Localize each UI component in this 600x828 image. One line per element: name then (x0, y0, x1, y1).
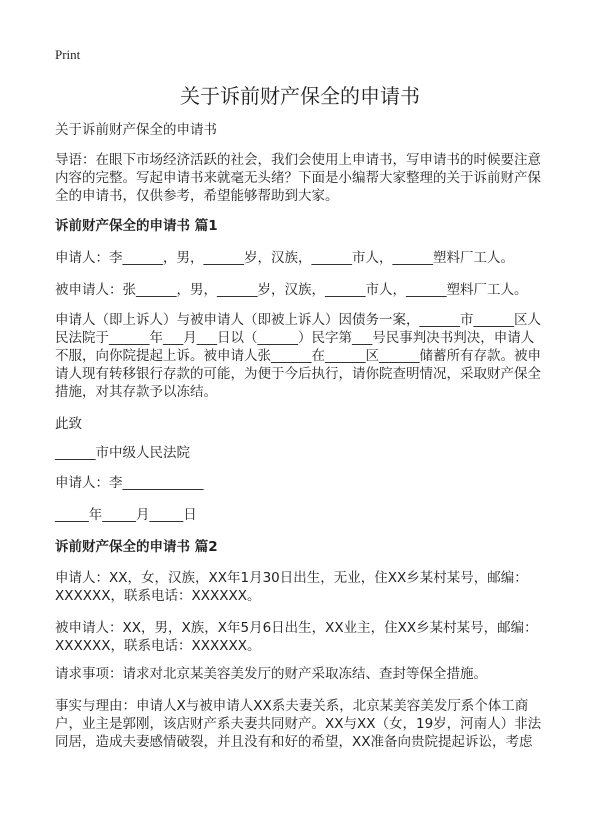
signature: 申请人：李____________ (55, 475, 204, 491)
salutation: 此致 (55, 416, 82, 432)
section2-facts (55, 697, 541, 751)
body-line: 民法院于______年___月___日以（______）民字第___号民事判决书判决，申请人 (55, 330, 535, 346)
body-line: 申请人（即上诉人）与被申请人（即被上诉人）因债务一案，______市______区人 (55, 312, 541, 328)
section2-respondent (55, 619, 538, 655)
section2-applicant (55, 569, 528, 605)
intro-paragraph (55, 151, 541, 205)
respondent-line: 被申请人：XX，男，X族，X年5月6日出生，XX业主，住XX乡某村某号，邮编： (55, 620, 538, 636)
intro-line: 导语：在眼下市场经济活跃的社会，我们会使用上申请书，写申请书的时候要注意 (55, 152, 541, 168)
facts-line: 户，业主是郭刚，该店财产系夫妻共同财产。XX与XX（女，19岁，河南人）非法 (55, 716, 542, 732)
subtitle-text: 关于诉前财产保全的申请书 (55, 122, 217, 138)
date: _____年_____月_____日 (55, 507, 197, 523)
facts-line: 同居，造成夫妻感情破裂，并且没有和好的希望，XX准备向贵院提起诉讼，考虑 (55, 734, 533, 750)
section2-heading: 诉前财产保全的申请书 篇2 (55, 539, 218, 555)
print-link[interactable]: Print (55, 47, 81, 62)
section1-respondent: 被申请人：张______，男，______岁，汉族，______市人，______塑料厂工人。 (55, 282, 528, 298)
section2-request: 请求事项：请求对北京某美容美发厅的财产采取冻结、查封等保全措施。 (55, 666, 487, 682)
page-title: 关于诉前财产保全的申请书 (180, 84, 420, 108)
section1-heading: 诉前财产保全的申请书 篇1 (55, 218, 218, 234)
respondent-line: XXXXXX，联系电话：XXXXXX。 (55, 638, 261, 654)
court: ______市中级人民法院 (55, 445, 190, 461)
facts-line: 事实与理由：申请人X与被申请人XX系夫妻关系，北京某美容美发厅系个体工商 (55, 698, 529, 714)
intro-line: 内容的完整。写起申请书来就毫无头绪？下面是小编帮大家整理的关于诉前财产保 (55, 170, 541, 186)
section1-body (55, 311, 541, 401)
applicant-line: 申请人：XX，女，汉族，XX年1月30日出生，无业，住XX乡某村某号，邮编： (55, 570, 528, 586)
section1-applicant: 申请人：李______，男，______岁，汉族，______市人，______塑料厂工人。 (55, 250, 514, 266)
body-line: 请人现有转移银行存款的可能，为便于今后执行，请你院查明情况，采取财产保全 (55, 366, 541, 382)
intro-line: 全的申请书，仅供参考，希望能够帮助到大家。 (55, 188, 339, 204)
subtitle (55, 121, 217, 139)
body-line: 措施，对其存款予以冻结。 (55, 384, 217, 400)
applicant-line: XXXXXX，联系电话：XXXXXX。 (55, 588, 261, 604)
body-line: 不服，向你院提起上诉。被申请人张______在______区______储蓄所有存款。被申 (55, 348, 541, 364)
